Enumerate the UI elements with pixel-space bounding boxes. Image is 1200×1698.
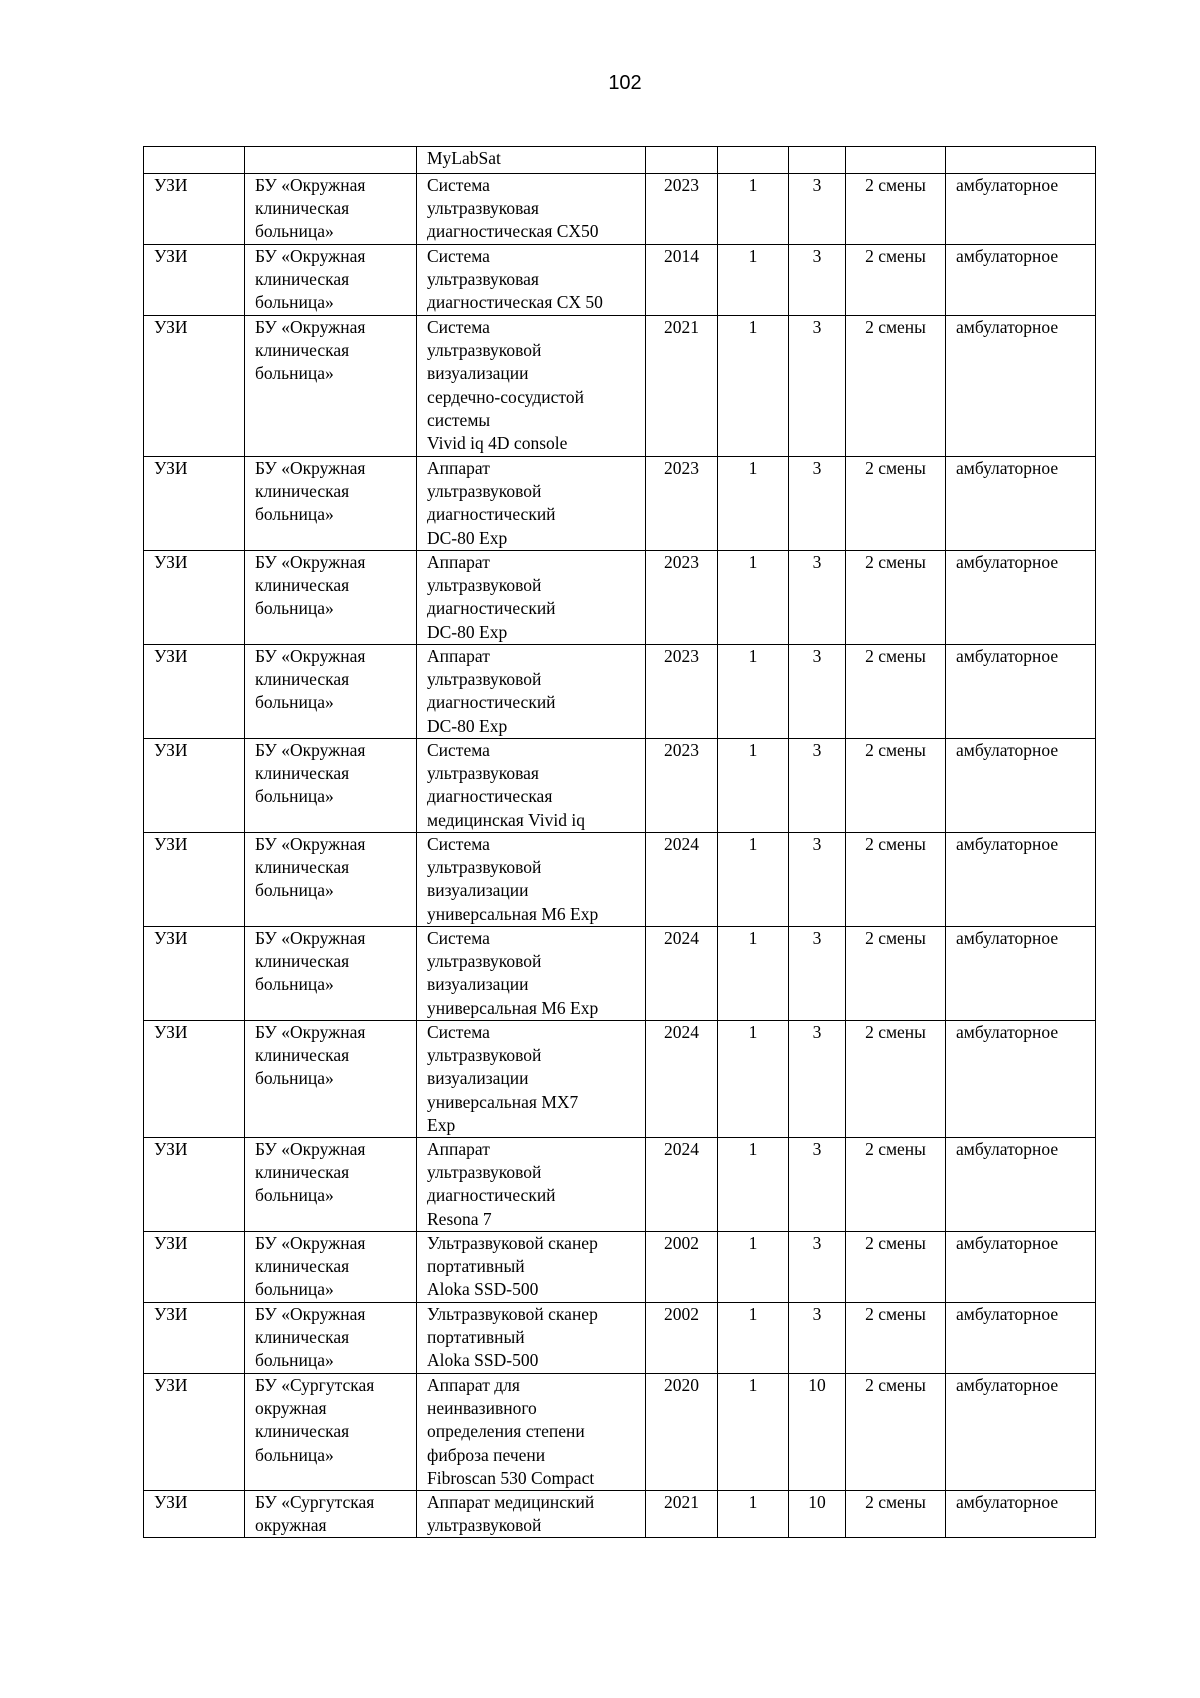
cell-count: 3 <box>789 551 846 645</box>
cell-count: 3 <box>789 833 846 927</box>
cell-count: 3 <box>789 245 846 316</box>
table-row <box>144 1303 1096 1374</box>
cell-type: УЗИ <box>144 1303 245 1374</box>
cell-count: 3 <box>789 1232 846 1303</box>
cell-quantity: 1 <box>718 1138 789 1232</box>
cell-count: 3 <box>789 645 846 739</box>
cell-quantity: 1 <box>718 1491 789 1538</box>
cell-year: 2021 <box>646 316 718 457</box>
cell-year <box>646 147 718 174</box>
cell-quantity: 1 <box>718 551 789 645</box>
cell-year: 2023 <box>646 457 718 551</box>
cell-device: Система ультразвуковая диагностическая CX 50 <box>417 245 646 316</box>
cell-year: 2024 <box>646 1021 718 1138</box>
cell-year: 2023 <box>646 551 718 645</box>
cell-count: 10 <box>789 1491 846 1538</box>
table-row <box>144 316 1096 457</box>
table-row <box>144 245 1096 316</box>
table-row <box>144 1021 1096 1138</box>
cell-care-type: амбулаторное <box>946 1138 1096 1232</box>
cell-care-type: амбулаторное <box>946 1303 1096 1374</box>
table-row <box>144 833 1096 927</box>
cell-quantity: 1 <box>718 245 789 316</box>
cell-device: Аппарат медицинский ультразвуковой <box>417 1491 646 1538</box>
cell-shifts: 2 смены <box>846 1374 946 1491</box>
cell-type: УЗИ <box>144 457 245 551</box>
cell-shifts: 2 смены <box>846 457 946 551</box>
cell-count: 3 <box>789 174 846 245</box>
cell-care-type: амбулаторное <box>946 245 1096 316</box>
cell-quantity: 1 <box>718 645 789 739</box>
table-row <box>144 457 1096 551</box>
table-row <box>144 174 1096 245</box>
cell-year: 2024 <box>646 1138 718 1232</box>
cell-organization: БУ «Сургутская окружная <box>245 1491 417 1538</box>
cell-type: УЗИ <box>144 174 245 245</box>
cell-type: УЗИ <box>144 739 245 833</box>
cell-organization: БУ «Окружная клиническая больница» <box>245 1232 417 1303</box>
equipment-table <box>143 146 1096 1538</box>
cell-organization: БУ «Окружная клиническая больница» <box>245 1021 417 1138</box>
cell-type: УЗИ <box>144 1491 245 1538</box>
cell-quantity: 1 <box>718 457 789 551</box>
cell-device: Система ультразвуковой визуализации универсальная M6 Exp <box>417 927 646 1021</box>
cell-shifts: 2 смены <box>846 551 946 645</box>
cell-organization <box>245 147 417 174</box>
table-row <box>144 1232 1096 1303</box>
cell-count: 3 <box>789 1021 846 1138</box>
cell-care-type: амбулаторное <box>946 551 1096 645</box>
cell-type: УЗИ <box>144 1021 245 1138</box>
cell-count: 3 <box>789 739 846 833</box>
cell-organization: БУ «Окружная клиническая больница» <box>245 245 417 316</box>
cell-device: Аппарат ультразвуковой диагностический DC-80 Exp <box>417 457 646 551</box>
cell-quantity: 1 <box>718 833 789 927</box>
cell-type: УЗИ <box>144 645 245 739</box>
cell-type: УЗИ <box>144 1374 245 1491</box>
cell-device: Аппарат ультразвуковой диагностический DC-80 Exp <box>417 645 646 739</box>
cell-shifts: 2 смены <box>846 927 946 1021</box>
cell-type <box>144 147 245 174</box>
cell-organization: БУ «Окружная клиническая больница» <box>245 1303 417 1374</box>
cell-organization: БУ «Окружная клиническая больница» <box>245 739 417 833</box>
cell-quantity: 1 <box>718 1303 789 1374</box>
table-row <box>144 645 1096 739</box>
cell-care-type: амбулаторное <box>946 1021 1096 1138</box>
cell-organization: БУ «Окружная клиническая больница» <box>245 833 417 927</box>
cell-care-type: амбулаторное <box>946 174 1096 245</box>
cell-type: УЗИ <box>144 927 245 1021</box>
cell-shifts <box>846 147 946 174</box>
cell-organization: БУ «Окружная клиническая больница» <box>245 174 417 245</box>
cell-care-type: амбулаторное <box>946 457 1096 551</box>
cell-shifts: 2 смены <box>846 316 946 457</box>
cell-quantity: 1 <box>718 316 789 457</box>
cell-type: УЗИ <box>144 551 245 645</box>
cell-shifts: 2 смены <box>846 1491 946 1538</box>
cell-device: Аппарат ультразвуковой диагностический DC-80 Exp <box>417 551 646 645</box>
cell-quantity <box>718 147 789 174</box>
cell-count: 3 <box>789 1138 846 1232</box>
cell-count: 10 <box>789 1374 846 1491</box>
cell-year: 2023 <box>646 739 718 833</box>
cell-type: УЗИ <box>144 833 245 927</box>
cell-type: УЗИ <box>144 245 245 316</box>
cell-quantity: 1 <box>718 1021 789 1138</box>
page-number: 102 <box>608 72 642 94</box>
cell-quantity: 1 <box>718 739 789 833</box>
table-row <box>144 739 1096 833</box>
table-row <box>144 1138 1096 1232</box>
cell-care-type: амбулаторное <box>946 833 1096 927</box>
cell-care-type: амбулаторное <box>946 645 1096 739</box>
cell-year: 2014 <box>646 245 718 316</box>
cell-shifts: 2 смены <box>846 174 946 245</box>
cell-device: MyLabSat <box>417 147 646 174</box>
cell-device: Система ультразвуковой визуализации сердечно-сосудистой системы Vivid iq 4D console <box>417 316 646 457</box>
cell-year: 2023 <box>646 174 718 245</box>
cell-count: 3 <box>789 1303 846 1374</box>
cell-shifts: 2 смены <box>846 1021 946 1138</box>
cell-type: УЗИ <box>144 316 245 457</box>
cell-organization: БУ «Окружная клиническая больница» <box>245 1138 417 1232</box>
table-row <box>144 147 1096 174</box>
cell-care-type: амбулаторное <box>946 1374 1096 1491</box>
table-row <box>144 551 1096 645</box>
cell-quantity: 1 <box>718 927 789 1021</box>
cell-device: Ультразвуковой сканер портативный Aloka SSD-500 <box>417 1232 646 1303</box>
cell-shifts: 2 смены <box>846 645 946 739</box>
cell-shifts: 2 смены <box>846 245 946 316</box>
table-row <box>144 1374 1096 1491</box>
cell-year: 2021 <box>646 1491 718 1538</box>
cell-organization: БУ «Окружная клиническая больница» <box>245 645 417 739</box>
cell-care-type <box>946 147 1096 174</box>
cell-year: 2002 <box>646 1232 718 1303</box>
cell-type: УЗИ <box>144 1138 245 1232</box>
cell-care-type: амбулаторное <box>946 927 1096 1021</box>
cell-quantity: 1 <box>718 174 789 245</box>
cell-care-type: амбулаторное <box>946 316 1096 457</box>
cell-type: УЗИ <box>144 1232 245 1303</box>
cell-count: 3 <box>789 457 846 551</box>
cell-organization: БУ «Окружная клиническая больница» <box>245 551 417 645</box>
cell-shifts: 2 смены <box>846 833 946 927</box>
cell-quantity: 1 <box>718 1232 789 1303</box>
cell-device: Система ультразвуковой визуализации универсальная M6 Exp <box>417 833 646 927</box>
cell-device: Ультразвуковой сканер портативный Aloka SSD-500 <box>417 1303 646 1374</box>
cell-organization: БУ «Окружная клиническая больница» <box>245 927 417 1021</box>
cell-year: 2024 <box>646 833 718 927</box>
cell-care-type: амбулаторное <box>946 1232 1096 1303</box>
cell-shifts: 2 смены <box>846 1138 946 1232</box>
cell-device: Система ультразвуковой визуализации универсальная MX7 Exp <box>417 1021 646 1138</box>
cell-count: 3 <box>789 316 846 457</box>
cell-quantity: 1 <box>718 1374 789 1491</box>
cell-year: 2023 <box>646 645 718 739</box>
cell-device: Аппарат ультразвуковой диагностический Resona 7 <box>417 1138 646 1232</box>
cell-care-type: амбулаторное <box>946 1491 1096 1538</box>
cell-device: Система ультразвуковая диагностическая медицинская Vivid iq <box>417 739 646 833</box>
table-row <box>144 1491 1096 1538</box>
cell-shifts: 2 смены <box>846 1232 946 1303</box>
cell-device: Аппарат для неинвазивного определения степени фиброза печени Fibroscan 530 Compact <box>417 1374 646 1491</box>
table-row <box>144 927 1096 1021</box>
cell-organization: БУ «Сургутская окружная клиническая больница» <box>245 1374 417 1491</box>
cell-year: 2002 <box>646 1303 718 1374</box>
cell-organization: БУ «Окружная клиническая больница» <box>245 457 417 551</box>
cell-year: 2024 <box>646 927 718 1021</box>
cell-shifts: 2 смены <box>846 739 946 833</box>
cell-count <box>789 147 846 174</box>
cell-year: 2020 <box>646 1374 718 1491</box>
cell-device: Система ультразвуковая диагностическая CX50 <box>417 174 646 245</box>
cell-care-type: амбулаторное <box>946 739 1096 833</box>
cell-shifts: 2 смены <box>846 1303 946 1374</box>
cell-count: 3 <box>789 927 846 1021</box>
cell-organization: БУ «Окружная клиническая больница» <box>245 316 417 457</box>
